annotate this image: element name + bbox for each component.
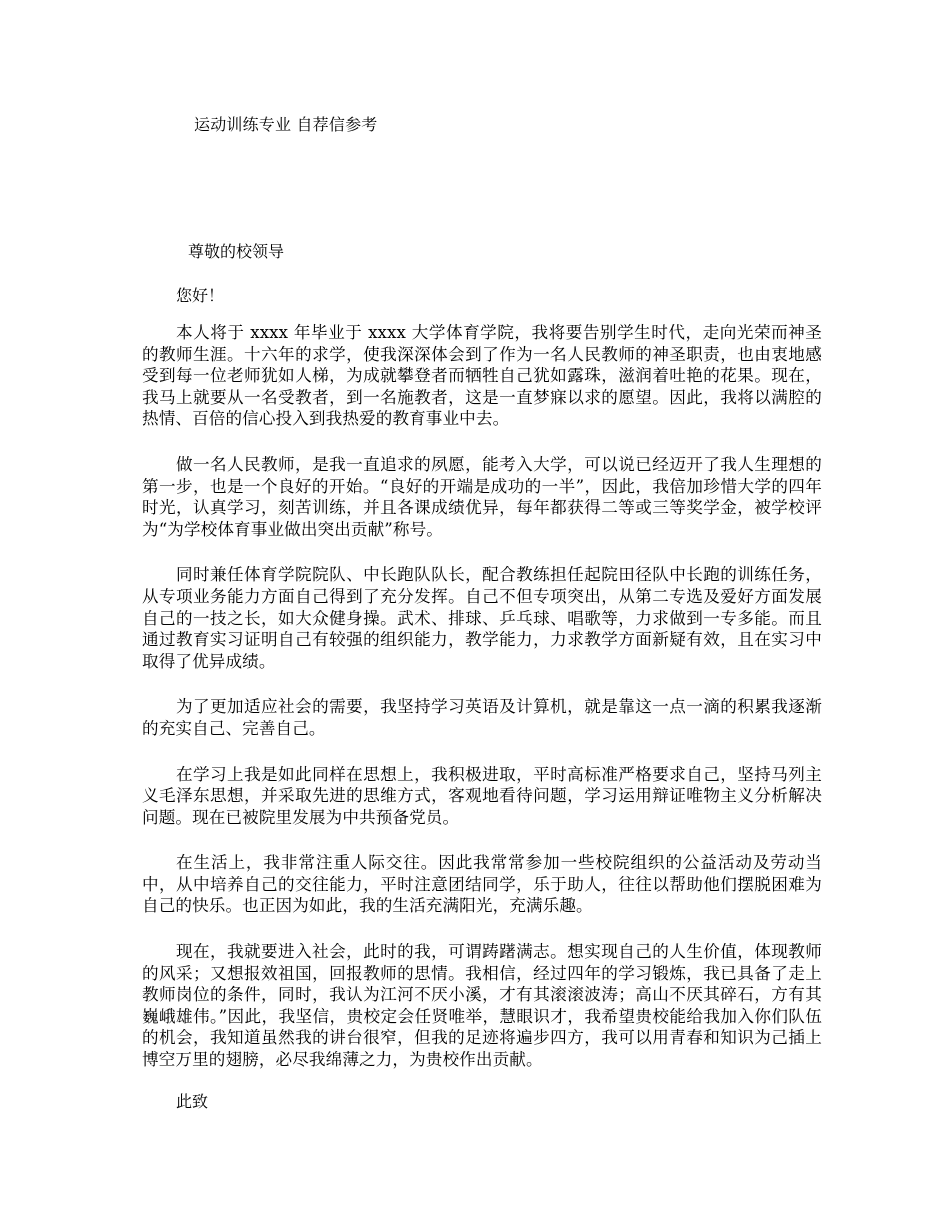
paragraph-study-ideology: 在学习上我是如此同样在思想上，我积极进取，平时高标准严格要求自己，坚持马列主义毛泽东思想，并采取先进的思维方式，客观地看待问题，学习运用辩证唯物主义分析解决问题。现在已被院里发展为中共预备党员。	[142, 764, 822, 827]
paragraph-english-computer: 为了更加适应社会的需要，我坚持学习英语及计算机，就是靠这一点一滴的积累我逐渐的充实自己、完善自己。	[142, 697, 822, 738]
paragraph-graduation: 本人将于 xxxx 年毕业于 xxxx 大学体育学院，我将要告别学生时代，走向光荣而神圣的教师生涯。十六年的求学，使我深深体会到了作为一名人民教师的神圣职责，也由衷地感受到每一位老师犹如人梯，为成就攀登者而牺牲自己犹如露珠，滋润着吐艳的花果。现在，我马上就要从一名受教者，到一名施教者，这是一直梦寐以求的愿望。因此，我将以满腔的热情、百倍的信心投入到我热爱的教育事业中去。	[142, 323, 822, 429]
paragraph-social-life: 在生活上，我非常注重人际交往。因此我常常参加一些校院组织的公益活动及劳动当中，从中培养自己的交往能力，平时注意团结同学，乐于助人，往往以帮助他们摆脱困难为自己的快乐。也正因为如此，我的生活充满阳光，充满乐趣。	[142, 853, 822, 916]
document-title: 运动训练专业 自荐信参考	[194, 115, 378, 134]
letter-body	[142, 322, 822, 1095]
closing: 此致	[176, 1092, 209, 1111]
greeting: 您好！	[176, 286, 225, 305]
paragraph-team-captain: 同时兼任体育学院院队、中长跑队队长，配合教练担任起院田径队中长跑的训练任务，从专项业务能力方面自己得到了充分发挥。自己不但专项突出，从第二专选及爱好方面发展自己的一技之长，如大众健身操。武术、排球、乒乓球、唱歌等，力求做到一专多能。而且通过教育实习证明自己有较强的组织能力，教学能力，力求教学方面新疑有效，且在实习中取得了优异成绩。	[142, 565, 822, 671]
salutation: 尊敬的校领导	[188, 242, 285, 261]
paragraph-teacher-aspiration: 做一名人民教师，是我一直追求的夙愿，能考入大学，可以说已经迈开了我人生理想的第一步，也是一个良好的开始。“良好的开端是成功的一半”，因此，我倍加珍惜大学的四年时光，认真学习，刻苦训练，并且各课成绩优异，每年都获得二等或三等奖学金，被学校评为“为学校体育事业做出突出贡献”称号。	[142, 454, 822, 539]
paragraph-conclusion: 现在，我就要进入社会，此时的我，可谓踌躇满志。想实现自己的人生价值，体现教师的风采；又想报效祖国，回报教师的思情。我相信，经过四年的学习锻炼，我已具备了走上教师岗位的条件，同时，我认为江河不厌小溪，才有其滚滚波涛；高山不厌其碎石，方有其巍峨雄伟。”因此，我坚信，贵校定会任贤唯举，慧眼识才，我希望贵校能给我加入你们队伍的机会，我知道虽然我的讲台很窄，但我的足迹将遍步四方，我可以用青春和知识为己插上博空万里的翅膀，必尽我绵薄之力，为贵校作出贡献。	[142, 942, 822, 1070]
